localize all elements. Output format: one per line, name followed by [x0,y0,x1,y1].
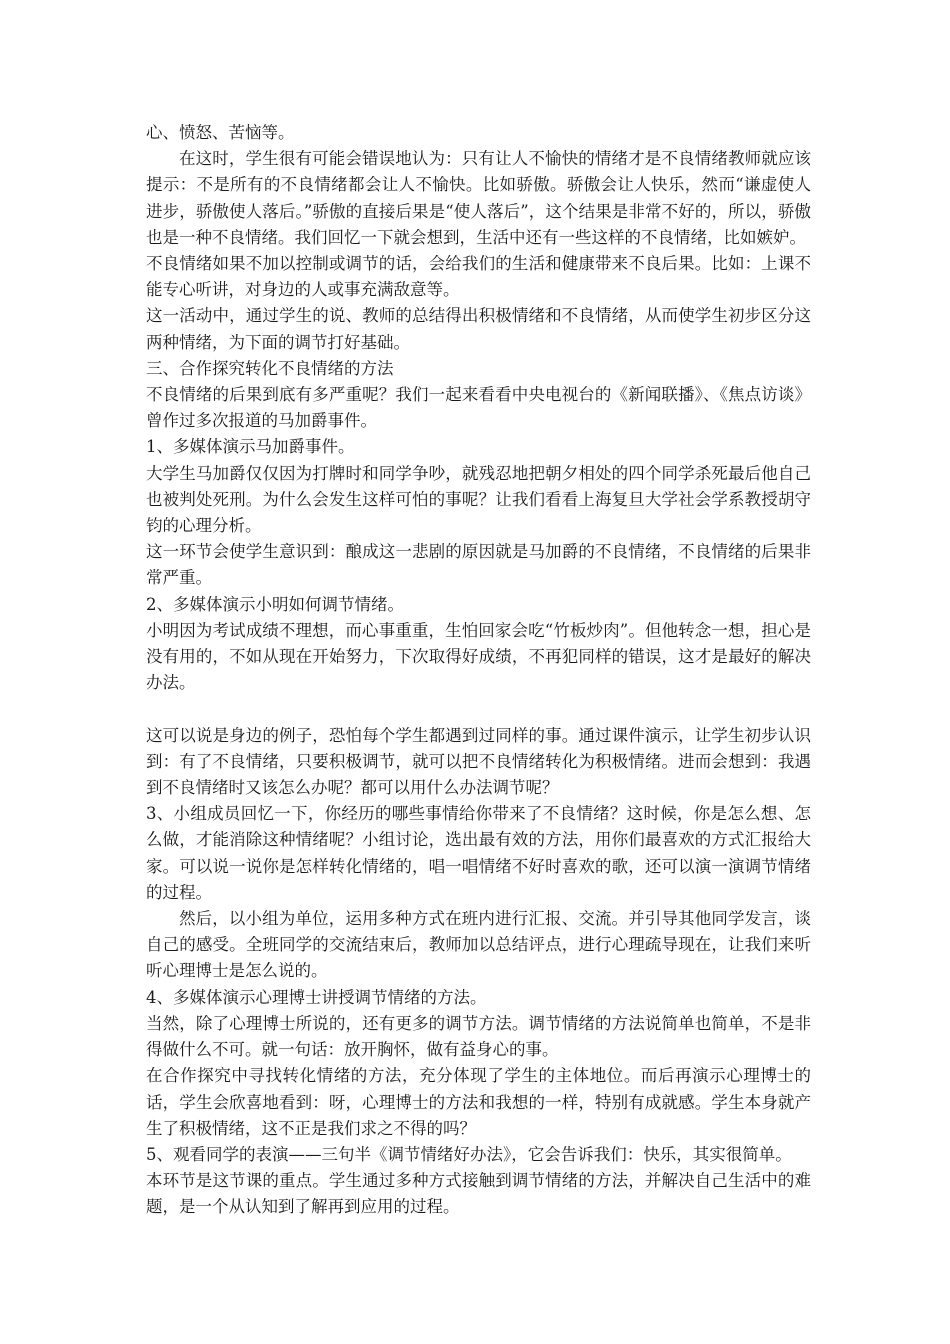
paragraph: 这一环节会使学生意识到：酿成这一悲剧的原因就是马加爵的不良情绪，不良情绪的后果非常严重。 [146,542,811,588]
paragraph: 当然，除了心理博士所说的，还有更多的调节方法。调节情绪的方法说简单也简单，不是非得做什么不可。就一句话：放开胸怀，做有益身心的事。 [146,1013,811,1060]
section-heading: 三、合作探究转化不良情绪的方法 [146,358,394,378]
list-item-heading: 2、多媒体演示小明如何调节情绪。 [146,594,404,614]
paragraph: 本环节是这节课的重点。学生通过多种方式接触到调节情绪的方法，并解决自己生活中的难题，是一个从认知到了解再到应用的过程。 [146,1171,811,1217]
paragraph: 小明因为考试成绩不理想，而心事重重，生怕回家会吃“竹板炒肉”。但他转念一想，担心是没有用的，不如从现在开始努力，下次取得好成绩，不再犯同样的错误，这才是最好的解决办法。 [146,620,811,693]
paragraph: 在这时，学生很有可能会错误地认为：只有让人不愉快的情绪才是不良情绪教师就应该提示：不是所有的不良情绪都会让人不愉快。比如骄傲。骄傲会让人快乐，然而“谦虚使人进步，骄傲使人落后。”骄傲的直接后果是“使人落后”，这个结果是非常不好的，所以，骄傲也是一种不良情绪。我们回忆一下就会想到，生活中还有一些这样的不良情绪，比如嫉妒。 [146,149,811,247]
list-item-heading: 4、多媒体演示心理博士讲授调节情绪的方法。 [146,987,487,1007]
paragraph: 不良情绪的后果到底有多严重呢？我们一起来看看中央电视台的《新闻联播》、《焦点访谈》曾作过多次报道的马加爵事件。 [146,385,811,431]
list-item-heading: 3、小组成员回忆一下，你经历的哪些事情给你带来了不良情绪？这时候，你是怎么想、怎么做，才能消除这种情绪呢？小组讨论，选出最有效的方法，用你们最喜欢的方式汇报给大家。可以说一说你是怎样转化情绪的，唱一唱情绪不好时喜欢的歌，还可以演一演调节情绪的过程。 [146,804,811,902]
list-item-heading: 1、多媒体演示马加爵事件。 [146,437,355,457]
list-item-heading: 5、观看同学的表演——三句半《调节情绪好办法》，它会告诉我们：快乐，其实很简单。 [146,1144,792,1164]
paragraph: 大学生马加爵仅仅因为打牌时和同学争吵，就残忍地把朝夕相处的四个同学杀死最后他自己也被判处死刑。为什么会发生这样可怕的事呢？让我们看看上海复旦大学社会学系教授胡守钧的心理分析。 [146,463,811,536]
paragraph: 在合作探究中寻找转化情绪的方法，充分体现了学生的主体地位。而后再演示心理博士的话，学生会欣喜地看到：呀，心理博士的方法和我想的一样，特别有成就感。学生本身就产生了积极情绪，这不正是我们求之不得的吗？ [146,1066,811,1138]
paragraph: 这可以说是身边的例子，恐怕每个学生都遇到过同样的事。通过课件演示，让学生初步认识到：有了不良情绪，只要积极调节，就可以把不良情绪转化为积极情绪。进而会想到：我遇到不良情绪时又该怎么办呢？都可以用什么办法调节呢？ [146,725,811,798]
document-body [146,120,811,1221]
paragraph: 不良情绪如果不加以控制或调节的话，会给我们的生活和健康带来不良后果。比如：上课不能专心听讲，对身边的人或事充满敌意等。 [146,254,811,300]
paragraph: 然后，以小组为单位，运用多种方式在班内进行汇报、交流。并引导其他同学发言，谈自己的感受。全班同学的交流结束后，教师加以总结评点，进行心理疏导现在，让我们来听听心理博士是怎么说的。 [146,909,811,981]
paragraph: 这一活动中，通过学生的说、教师的总结得出积极情绪和不良情绪，从而使学生初步区分这两种情绪，为下面的调节打好基础。 [146,306,811,352]
paragraph: 心、愤怒、苦恼等。 [146,123,295,142]
blank-line [146,696,811,722]
